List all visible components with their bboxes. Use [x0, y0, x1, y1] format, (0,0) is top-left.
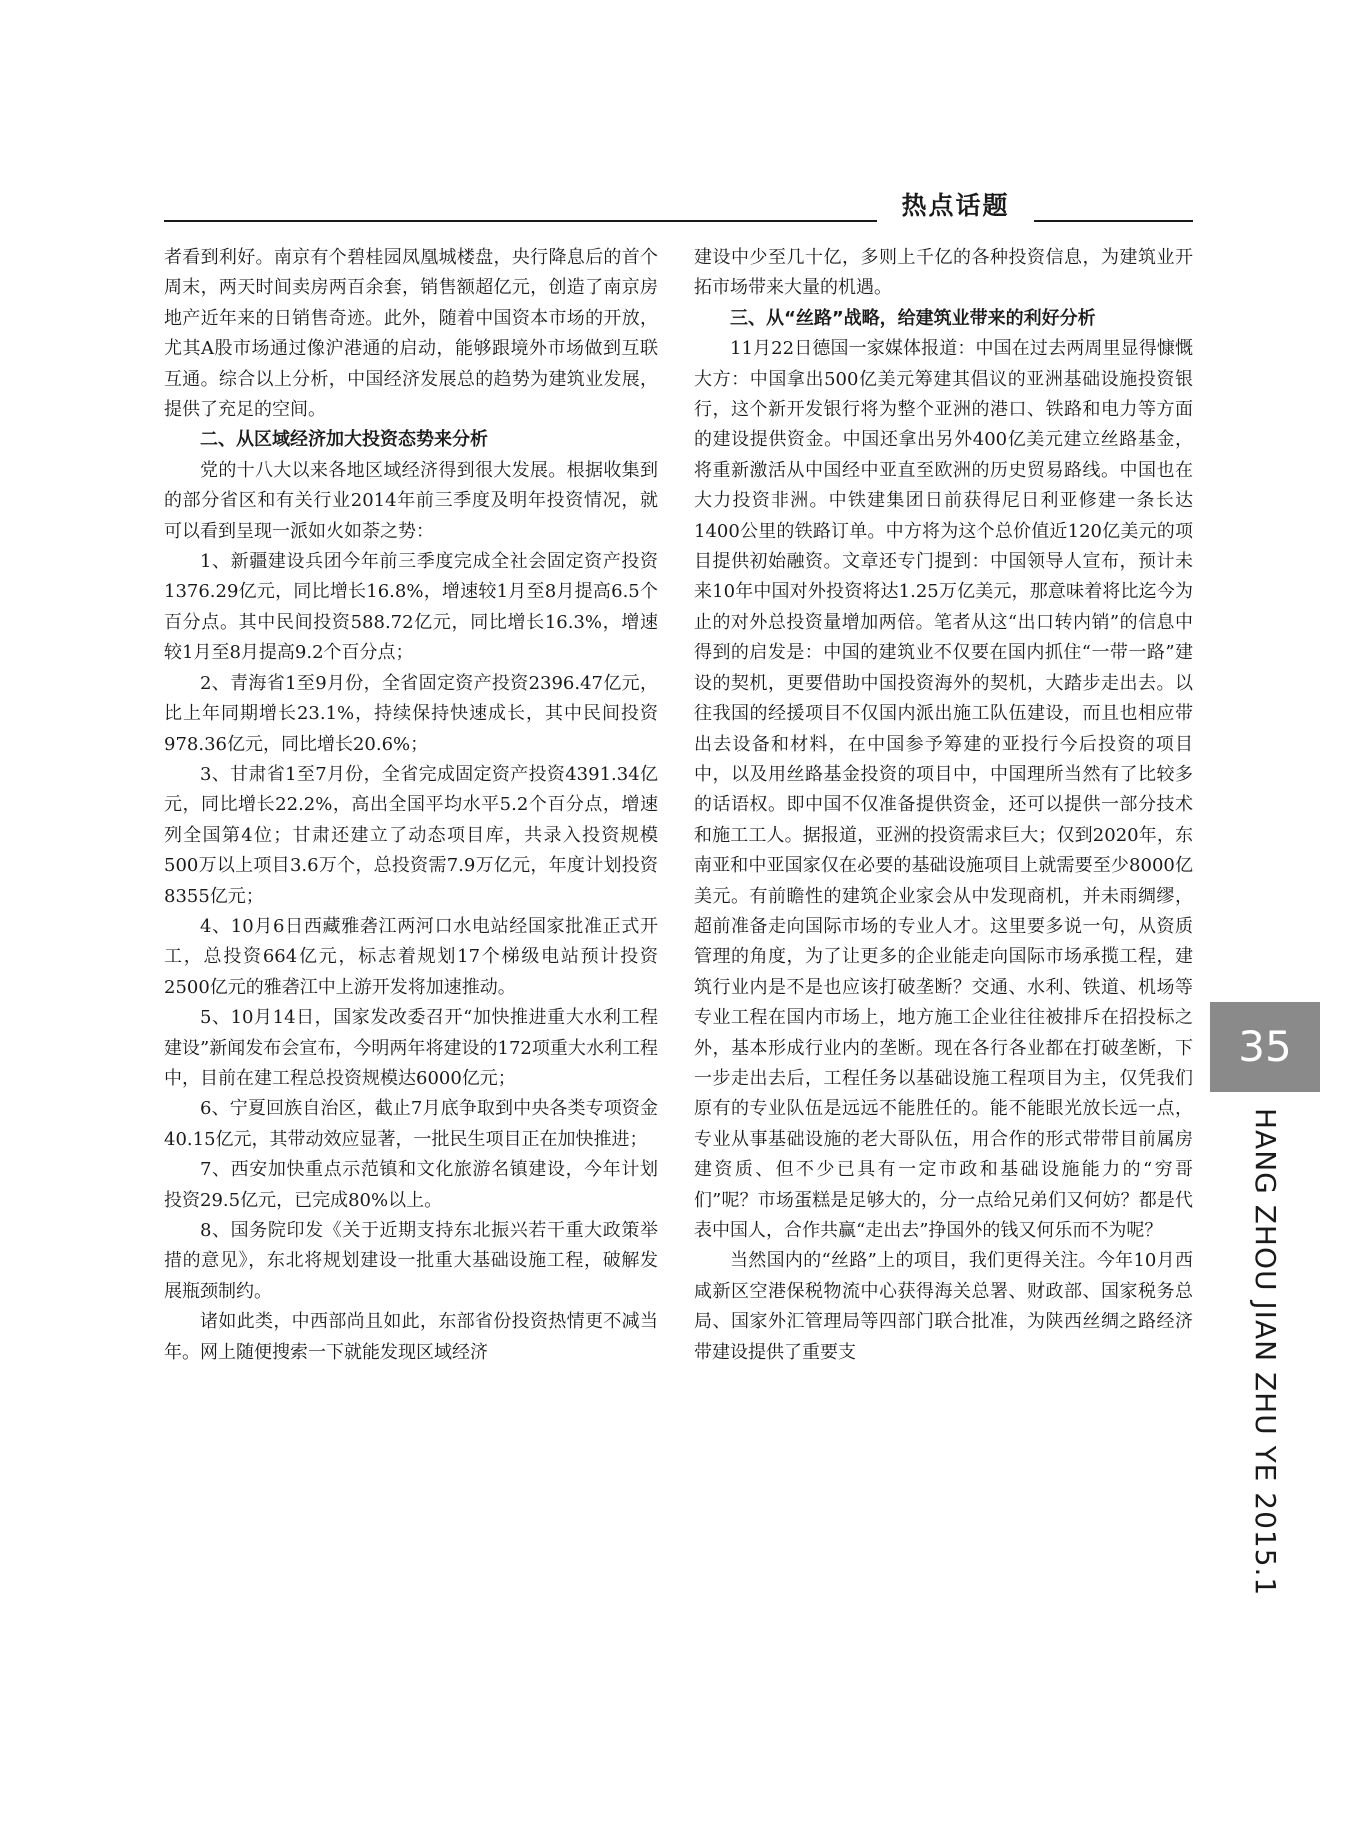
paragraph: 当然国内的“丝路”上的项目，我们更得关注。今年10月西咸新区空港保税物流中心获得海关总署、财政部、国家税务总局、国家外汇管理局等四部门联合批准，为陕西丝绸之路经济带建设提供了重要支 — [694, 1250, 1193, 1363]
paragraph: 7、西安加快重点示范镇和文化旅游名镇建设，今年计划投资29.5亿元，已完成80%以上。 — [164, 1159, 658, 1211]
section-heading: 三、从“丝路”战略，给建筑业带来的利好分析 — [730, 307, 1096, 329]
paragraph: 者看到利好。南京有个碧桂园凤凰城楼盘，央行降息后的首个周末，两天时间卖房两百余套，销售额超亿元，创造了南京房地产近年来的日销售奇迹。此外，随着中国资本市场的开放，尤其A股市场通过像沪港通的启动，能够跟境外市场做到互联互通。综合以上分析，中国经济发展总的趋势为建筑业发展，提供了充足的空间。 — [164, 247, 658, 421]
journal-title-vertical: HANG ZHOU JIAN ZHU YE 2015.1 — [1249, 1108, 1282, 1597]
section-heading: 二、从区域经济加大投资态势来分析 — [200, 429, 488, 451]
paragraph: 5、10月14日，国家发改委召开“加快推进重大水利工程建设”新闻发布会宣布，今明两年将建设的172项重大水利工程中，目前在建工程总投资规模达6000亿元； — [164, 1007, 658, 1089]
left-column — [164, 243, 658, 1743]
header-rule-left — [164, 220, 877, 222]
paragraph: 1、新疆建设兵团今年前三季度完成全社会固定资产投资1376.29亿元，同比增长16.8%，增速较1月至8月提高6.5个百分点。其中民间投资588.72亿元，同比增长16.3%，增速较1月至8月提高9.2个百分点； — [164, 551, 658, 664]
paragraph: 2、青海省1至9月份，全省固定资产投资2396.47亿元，比上年同期增长23.1%，持续保持快速成长，其中民间投资978.36亿元，同比增长20.6%； — [164, 672, 658, 755]
page-number: 35 — [1210, 1002, 1320, 1092]
paragraph: 11月22日德国一家媒体报道：中国在过去两周里显得慷慨大方：中国拿出500亿美元筹建其倡议的亚洲基础设施投资银行，这个新开发银行将为整个亚洲的港口、铁路和电力等方面的建设提供资金。中国还拿出另外400亿美元建立丝路基金，将重新激活从中国经中亚直至欧洲的历史贸易路线。中国也在大力投资非洲。中铁建集团日前获得尼日利亚修建一条长达1400公里的铁路订单。中方将为这个总价值近120亿美元的项目提供初始融资。文章还专门提到：中国领导人宣布，预计未来10年中国对外投资将达1.25万亿美元，那意味着将比迄今为止的对外总投资量增加两倍。笔者从这“出口转内销”的信息中得到的启发是：中国的建筑业不仅要在国内抓住“一带一路”建设的契机，更要借助中国投资海外的契机，大踏步走出去。以往我国的经援项目不仅国内派出施工队伍建设，而且也相应带出去设备和材料，在中国参予筹建的亚投行今后投资的项目中，以及用丝路基金投资的项目中，中国理所当然有了比较多的话语权。即中国不仅准备提供资金，还可以提供一部分技术和施工工人。据报道，亚洲的投资需求巨大；仅到2020年，东南亚和中亚国家仅在必要的基础设施项目上就需要至少8000亿美元。有前瞻性的建筑企业家会从中发现商机，并未雨绸缪，超前准备走向国际市场的专业人才。这里要多说一句，从资质管理的角度，为了让更多的企业能走向国际市场承揽工程，建筑行业内是不是也应该打破垄断？交通、水利、铁道、机场等专业工程在国内市场上，地方施工企业往往被排斥在招投标之外，基本形成行业内的垄断。现在各行各业都在打破垄断，下一步走出去后，工程任务以基础设施工程项目为主，仅凭我们原有的专业队伍是远远不能胜任的。能不能眼光放长远一点，专业从事基础设施的老大哥队伍，用合作的形式带带目前属房建资质、但不少已具有一定市政和基础设施能力的“穷哥们”呢？市场蛋糕是足够大的，分一点给兄弟们又何妨？都是代表中国人，合作共赢“走出去”挣国外的钱又何乐而不为呢？ — [694, 338, 1193, 1241]
paragraph: 8、国务院印发《关于近期支持东北振兴若干重大政策举措的意见》，东北将规划建设一批重大基础设施工程，破解发展瓶颈制约。 — [164, 1220, 658, 1302]
paragraph: 诸如此类，中西部尚且如此，东部省份投资热情更不减当年。网上随便搜索一下就能发现区域经济 — [164, 1311, 658, 1363]
paragraph: 3、甘肃省1至7月份，全省完成固定资产投资4391.34亿元，同比增长22.2%，高出全国平均水平5.2个百分点，增速列全国第4位；甘肃还建立了动态项目库，共录入投资规模500万以上项目3.6万个，总投资需7.9万亿元，年度计划投资8355亿元； — [164, 763, 658, 907]
section-title: 热点话题 — [901, 191, 1010, 220]
header-rule-right — [1034, 220, 1193, 222]
paragraph: 党的十八大以来各地区域经济得到很大发展。根据收集到的部分省区和有关行业2014年前三季度及明年投资情况，就可以看到呈现一派如火如荼之势： — [164, 459, 658, 542]
paragraph: 4、10月6日西藏雅砻江两河口水电站经国家批准正式开工，总投资664亿元，标志着规划17个梯级电站预计投资2500亿元的雅砻江中上游开发将加速推动。 — [164, 915, 658, 998]
paragraph: 6、宁夏回族自治区，截止7月底争取到中央各类专项资金40.15亿元，其带动效应显著，一批民生项目正在加快推进； — [164, 1098, 658, 1150]
paragraph: 建设中少至几十亿，多则上千亿的各种投资信息，为建筑业开拓市场带来大量的机遇。 — [694, 247, 1193, 299]
right-column — [694, 243, 1193, 1743]
